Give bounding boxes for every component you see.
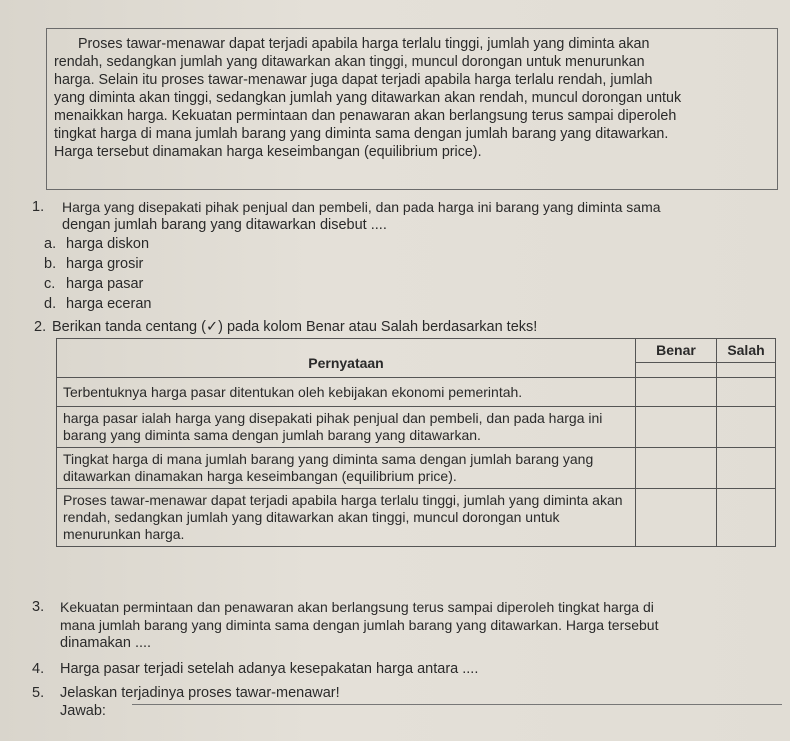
- question-3-line3: dinamakan ....: [60, 635, 152, 651]
- option-d-letter: d.: [44, 296, 57, 312]
- true-checkbox-cell[interactable]: [636, 489, 717, 547]
- option-d-text: harga eceran: [66, 296, 152, 312]
- option-c-text: harga pasar: [66, 276, 144, 292]
- false-checkbox-cell[interactable]: [717, 407, 776, 448]
- question-3-line1: Kekuatan permintaan dan penawaran akan berlangsung terus sampai diperoleh tingkat harga di: [60, 599, 654, 615]
- statement-cell: harga pasar ialah harga yang disepakati pihak penjual dan pembeli, dan pada harga ini barang yang diminta sama dengan jumlah barang yang ditawarkan.: [57, 407, 636, 448]
- header-false-blank: [717, 363, 776, 378]
- question-3-line2: mana jumlah barang yang diminta sama dengan jumlah barang yang ditawarkan. Harga tersebut: [60, 617, 659, 633]
- false-checkbox-cell[interactable]: [717, 378, 776, 407]
- table-header-row: [57, 339, 776, 363]
- passage-line: yang diminta akan tinggi, sedangkan jumlah yang ditawarkan akan rendah, muncul dorongan untuk: [54, 90, 682, 106]
- question-5-number: 5.: [32, 685, 45, 701]
- passage-line: tingkat harga di mana jumlah barang yang diminta sama dengan jumlah barang yang ditawarkan.: [54, 126, 669, 142]
- false-checkbox-cell[interactable]: [717, 448, 776, 489]
- option-a-text: harga diskon: [66, 236, 150, 252]
- option-a-letter: a.: [44, 236, 57, 252]
- table-row: [57, 448, 776, 489]
- header-statement: Pernyataan: [57, 339, 636, 378]
- passage-line: Proses tawar-menawar dapat terjadi apabila harga terlalu tinggi, jumlah yang diminta akan: [78, 36, 650, 52]
- question-1-line1: Harga yang disepakati pihak penjual dan pembeli, dan pada harga ini barang yang diminta sama: [62, 199, 661, 215]
- header-true-blank: [636, 363, 717, 378]
- answer-line[interactable]: [132, 704, 782, 705]
- reading-passage: [54, 35, 769, 161]
- question-2-text: Berikan tanda centang (✓) pada kolom Benar atau Salah berdasarkan teks!: [52, 319, 538, 335]
- option-c-letter: c.: [44, 276, 56, 292]
- question-4-number: 4.: [32, 661, 45, 677]
- passage-line: harga. Selain itu proses tawar-menawar juga dapat terjadi apabila harga terlalu rendah, jumlah: [54, 72, 653, 88]
- header-false: Salah: [717, 339, 776, 363]
- passage-line: rendah, sedangkan jumlah yang ditawarkan akan tinggi, muncul dorongan untuk menurunkan: [54, 54, 645, 70]
- question-4-text: Harga pasar terjadi setelah adanya kesepakatan harga antara ....: [60, 661, 479, 677]
- passage-line: Harga tersebut dinamakan harga keseimbangan (equilibrium price).: [54, 144, 482, 160]
- option-b-text: harga grosir: [66, 256, 144, 272]
- question-2-number: 2.: [34, 319, 47, 335]
- option-b-letter: b.: [44, 256, 57, 272]
- false-checkbox-cell[interactable]: [717, 489, 776, 547]
- header-true: Benar: [636, 339, 717, 363]
- true-checkbox-cell[interactable]: [636, 378, 717, 407]
- statement-cell: Proses tawar-menawar dapat terjadi apabila harga terlalu tinggi, jumlah yang diminta akan rendah, sedangkan jumlah yang ditawarkan akan tinggi, muncul dorongan untuk menurunkan harga.: [57, 489, 636, 547]
- question-1-number: 1.: [32, 199, 45, 215]
- true-false-table: [56, 338, 776, 547]
- question-3-number: 3.: [32, 599, 45, 615]
- answer-label: Jawab:: [60, 703, 106, 719]
- statement-cell: Tingkat harga di mana jumlah barang yang diminta sama dengan jumlah barang yang ditawarkan dinamakan harga keseimbangan (equilibrium price).: [57, 448, 636, 489]
- true-checkbox-cell[interactable]: [636, 448, 717, 489]
- table-row: [57, 378, 776, 407]
- passage-line: menaikkan harga. Kekuatan permintaan dan penawaran akan berlangsung terus sampai diperoleh: [54, 108, 677, 124]
- table-row: [57, 407, 776, 448]
- question-1-line2: dengan jumlah barang yang ditawarkan disebut ....: [62, 217, 387, 233]
- true-checkbox-cell[interactable]: [636, 407, 717, 448]
- question-5-text: Jelaskan terjadinya proses tawar-menawar!: [60, 685, 340, 701]
- table-row: [57, 489, 776, 547]
- statement-cell: Terbentuknya harga pasar ditentukan oleh kebijakan ekonomi pemerintah.: [57, 378, 636, 407]
